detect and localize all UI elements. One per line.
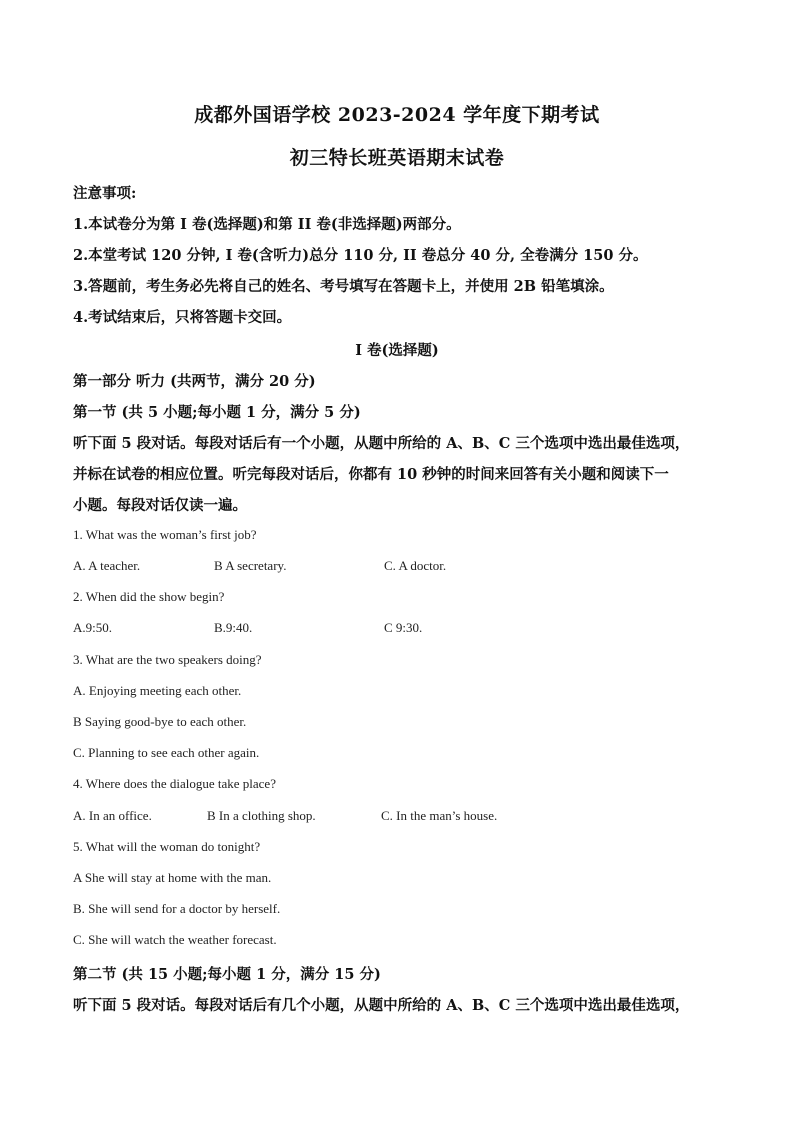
notes-heading: 注意事项: (73, 185, 137, 202)
part1-heading: 第一部分 听力 (共两节，满分 20 分) (73, 373, 316, 390)
question-1-option-b: B A secretary. (214, 558, 287, 573)
question-5: 5. What will the woman do tonight? (73, 839, 261, 854)
section1-heading: 第一节 (共 5 小题;每小题 1 分，满分 5 分) (73, 404, 361, 421)
section-title: I 卷(选择题) (355, 342, 439, 359)
question-3-option-b: B Saying good-bye to each other. (73, 714, 247, 729)
note-item-3: 3.答题前，考生务必先将自己的姓名、考号填写在答题卡上，并使用 2B 铅笔填涂。 (73, 278, 614, 295)
section2-heading: 第二节 (共 15 小题;每小题 1 分，满分 15 分) (73, 966, 381, 983)
question-4-option-c: C. In the man’s house. (381, 808, 498, 823)
question-5-option-c: C. She will watch the weather forecast. (73, 932, 277, 947)
question-4-option-b: B In a clothing shop. (207, 808, 316, 823)
question-5-option-a: A She will stay at home with the man. (73, 870, 272, 885)
instruction1-line2: 并标在试卷的相应位置。听完每段对话后，你都有 10 秒钟的时间来回答有关小题和阅读下一 (73, 466, 669, 483)
note-item-2: 2.本堂考试 120 分钟, I 卷(含听力)总分 110 分, II 卷总分 40 分, 全卷满分 150 分。 (73, 247, 648, 264)
question-1-option-a: A. A teacher. (73, 558, 141, 573)
question-2-option-a: A.9:50. (73, 620, 112, 635)
exam-subtitle: 初三特长班英语期末试卷 (289, 147, 505, 169)
question-1-option-c: C. A doctor. (384, 558, 447, 573)
question-1: 1. What was the woman’s first job? (73, 527, 257, 542)
instruction2-line1: 听下面 5 段对话。每段对话后有几个小题，从题中所给的 A、B、C 三个选项中选出最佳选项， (73, 997, 690, 1014)
instruction1-line3: 小题。每段对话仅读一遍。 (73, 497, 247, 514)
question-3-option-c: C. Planning to see each other again. (73, 745, 260, 760)
question-5-option-b: B. She will send for a doctor by herself. (73, 901, 281, 916)
instruction1-line1: 听下面 5 段对话。每段对话后有一个小题，从题中所给的 A、B、C 三个选项中选出最佳选项， (73, 435, 690, 452)
question-3: 3. What are the two speakers doing? (73, 652, 262, 667)
question-2-option-b: B.9:40. (214, 620, 253, 635)
question-4-option-a: A. In an office. (73, 808, 152, 823)
exam-title: 成都外国语学校 2023-2024 学年度下期考试 (194, 104, 600, 126)
question-4: 4. Where does the dialogue take place? (73, 776, 276, 791)
question-3-option-a: A. Enjoying meeting each other. (73, 683, 242, 698)
question-2: 2. When did the show begin? (73, 589, 225, 604)
note-item-4: 4.考试结束后，只将答题卡交回。 (73, 309, 292, 326)
note-item-1: 1.本试卷分为第 I 卷(选择题)和第 II 卷(非选择题)两部分。 (73, 216, 461, 233)
question-2-option-c: C 9:30. (384, 620, 423, 635)
